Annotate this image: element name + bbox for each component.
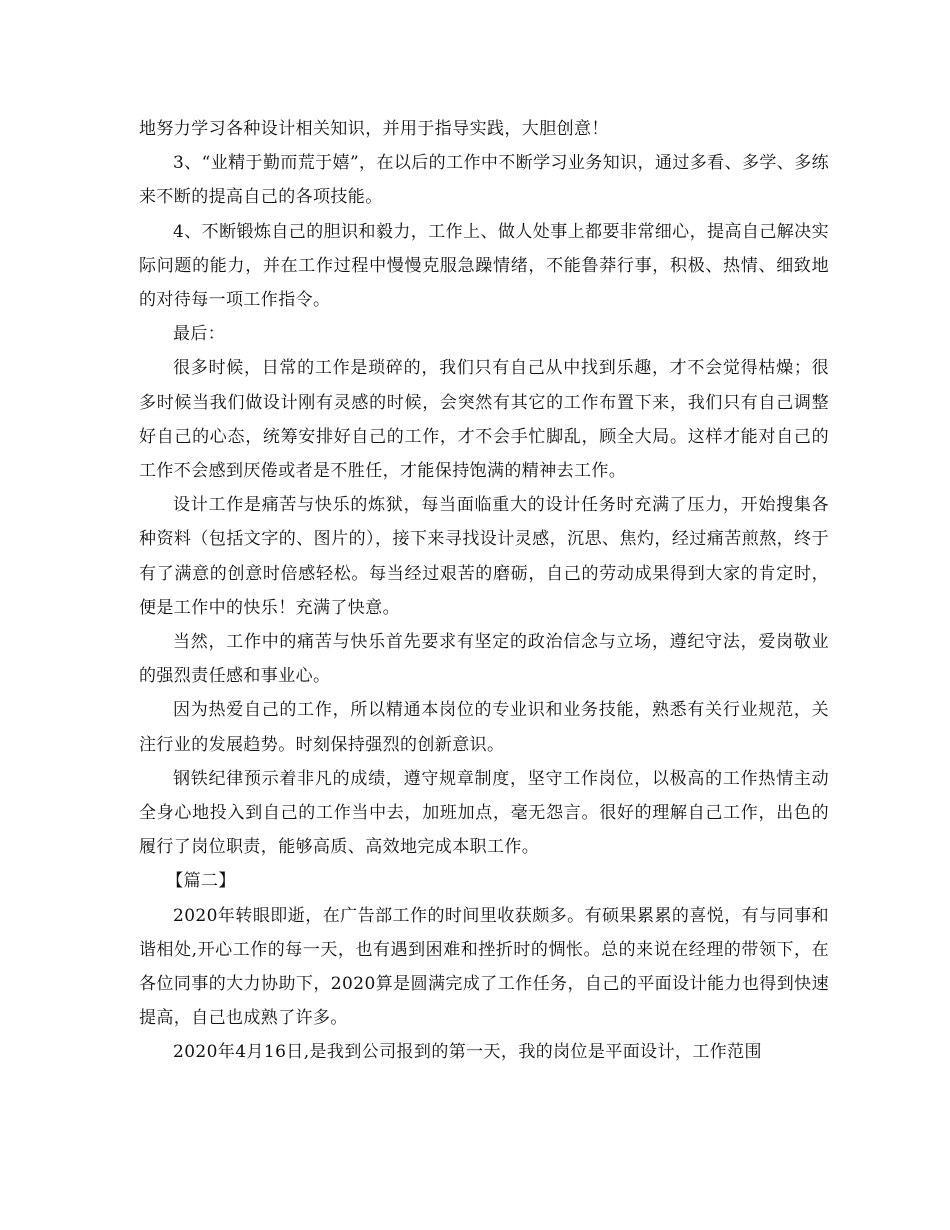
paragraph-7: 当然，工作中的痛苦与快乐首先要求有坚定的政治信念与立场，遵纪守法，爱岗敬业的强烈责任感和事业心。 [139,632,829,687]
paragraph-final-heading: 最后： [173,324,226,345]
paragraph-9: 钢铁纪律预示着非凡的成绩，遵守规章制度，坚守工作岗位，以极高的工作热情主动全身心地投入到自己的工作当中去，加班加点，毫无怨言。很好的理解自己工作，出色的履行了岗位职责，能够高质、高效地完成本职工作。 [139,768,829,858]
paragraph-6: 设计工作是痛苦与快乐的炼狱，每当面临重大的设计任务时充满了压力，开始搜集各种资料（包括文字的、图片的），接下来寻找设计灵感，沉思、焦灼，经过痛苦煎熬，终于有了满意的创意时倍感轻松。每当经过艰苦的磨砺，自己的劳动成果得到大家的肯定时，便是工作中的快乐！充满了快意。 [139,495,829,618]
paragraph-12: 2020年4月16日,是我到公司报到的第一天，我的岗位是平面设计，工作范围 [173,1042,762,1063]
paragraph-8: 因为热爱自己的工作，所以精通本岗位的专业识和业务技能，熟悉有关行业规范，关注行业的发展趋势。时刻保持强烈的创新意识。 [139,700,829,755]
paragraph-2: 3、“业精于勤而荒于嬉”，在以后的工作中不断学习业务知识，通过多看、多学、多练来不断的提高自己的各项技能。 [139,153,829,208]
section-heading: 【篇二】 [166,871,236,892]
paragraph-1: 地努力学习各种设计相关知识，并用于指导实践，大胆创意！ [139,119,609,139]
paragraph-5: 很多时候，日常的工作是琐碎的，我们只有自己从中找到乐趣，才不会觉得枯燥；很多时候当我们做设计刚有灵感的时候，会突然有其它的工作布置下来，我们只有自己调整好自己的心态，统筹安排好自己的工作，才不会手忙脚乱，顾全大局。这样才能对自己的工作不会感到厌倦或者是不胜任，才能保持饱满的精神去工作。 [139,358,829,482]
paragraph-11: 2020年转眼即逝，在广告部工作的时间里收获颇多。有硕果累累的喜悦，有与同事和谐相处,开心工作的每一天，也有遇到困难和挫折时的惆怅。总的来说在经理的带领下，在各位同事的大力协助下，2020算是圆满完成了工作任务，自己的平面设计能力也得到快速提高，自己也成熟了许多。 [139,905,829,1029]
document-body [139,112,829,1070]
paragraph-3: 4、不断锻炼自己的胆识和毅力，工作上、做人处事上都要非常细心，提高自己解决实际问题的能力，并在工作过程中慢慢克服急躁情绪，不能鲁莽行事，积极、热情、细致地的对待每一项工作指令。 [139,221,829,311]
